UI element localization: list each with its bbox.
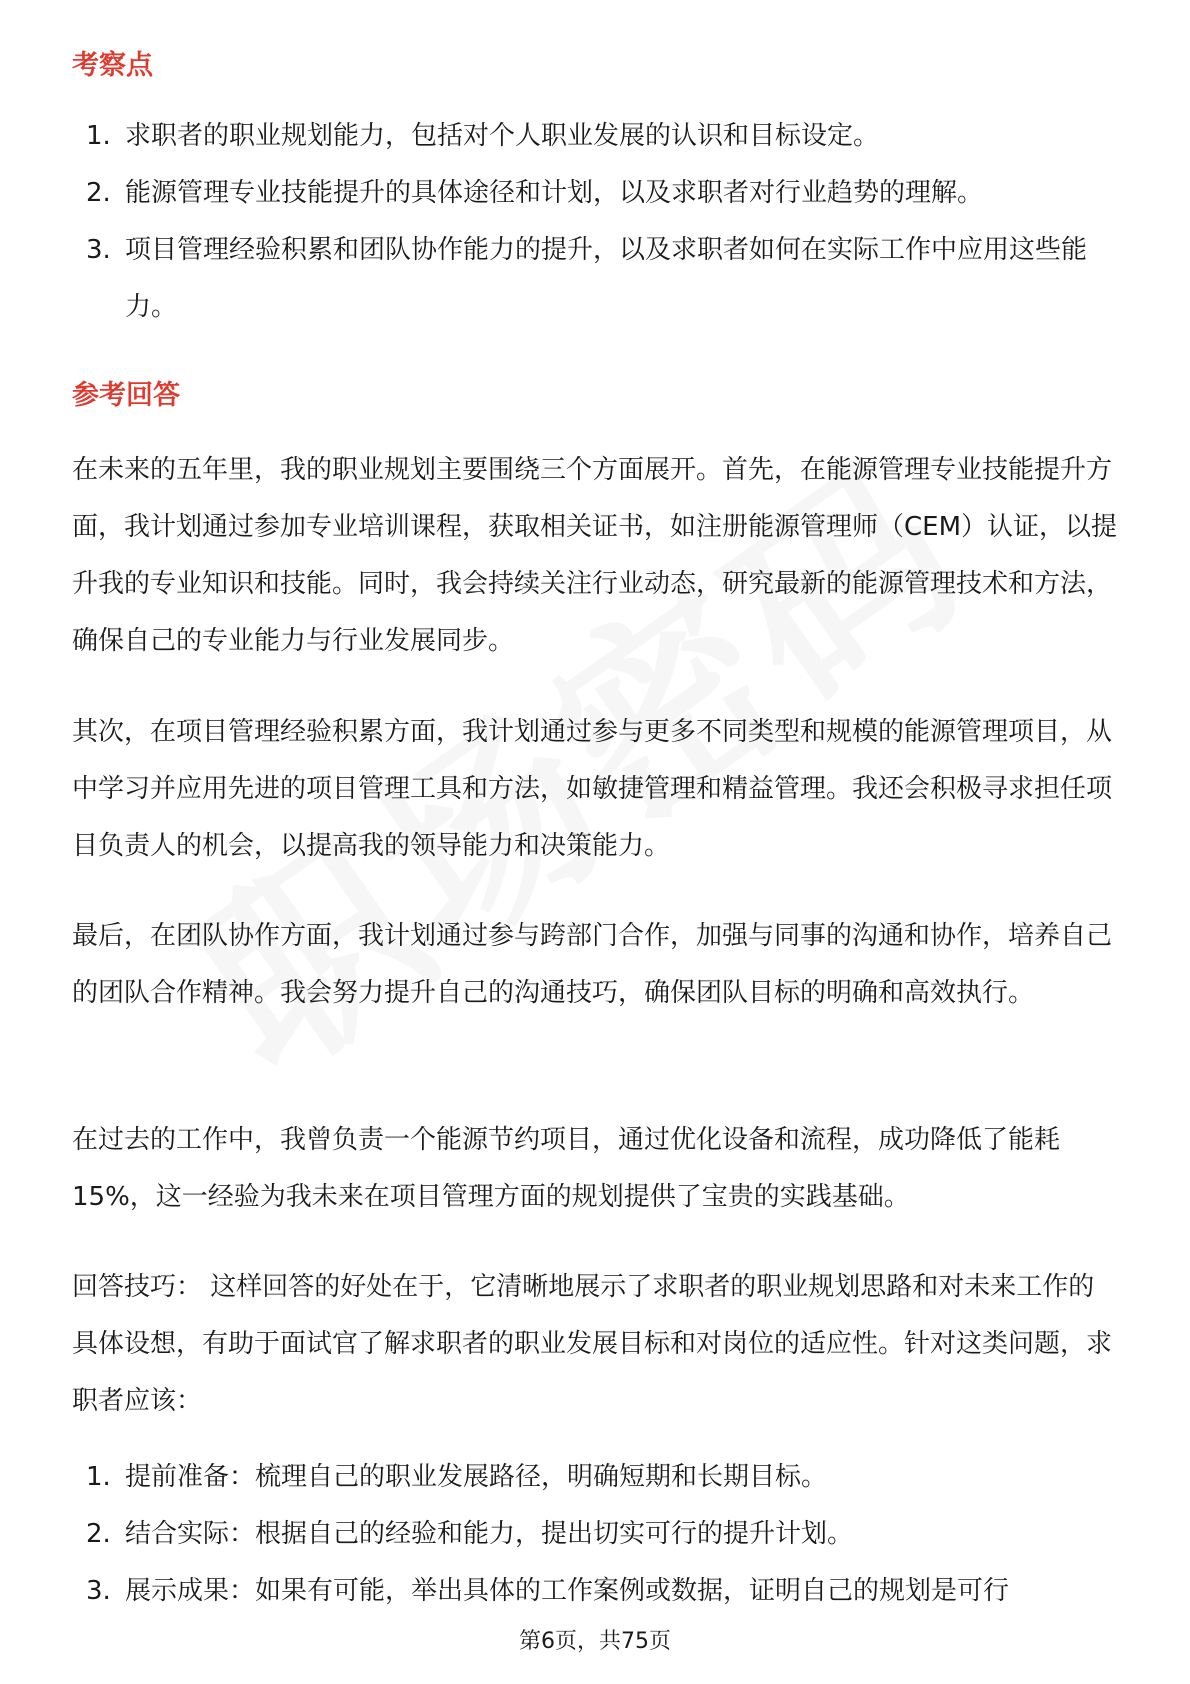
list-item-text: 能源管理专业技能提升的具体途径和计划，以及求职者对行业趋势的理解。 [125, 178, 984, 208]
assessment-points-list [72, 108, 1118, 336]
list-number: 3. [86, 235, 111, 265]
list-number: 2. [86, 178, 111, 208]
list-item [72, 108, 1118, 165]
list-number: 1. [86, 1462, 111, 1492]
list-item [72, 1449, 1118, 1506]
section-title-kaochadian: 考察点 [72, 50, 153, 81]
list-item-text: 提前准备：梳理自己的职业发展路径，明确短期和长期目标。 [125, 1462, 828, 1492]
tips-list [72, 1449, 1118, 1620]
answer-paragraph-2: 其次，在项目管理经验积累方面，我计划通过参与更多不同类型和规模的能源管理项目，从中学习并应用先进的项目管理工具和方法，如敏捷管理和精益管理。我还会积极寻求担任项目负责人的机会，以提高我的领导能力和决策能力。 [72, 717, 1113, 861]
answer-paragraph-1: 在未来的五年里，我的职业规划主要围绕三个方面展开。首先，在能源管理专业技能提升方面，我计划通过参加专业培训课程，获取相关证书，如注册能源管理师（CEM）认证，以提升我的专业知识和技能。同时，我会持续关注行业动态，研究最新的能源管理技术和方法，确保自己的专业能力与行业发展同步。 [72, 455, 1118, 656]
list-item-text: 项目管理经验积累和团队协作能力的提升，以及求职者如何在实际工作中应用这些能力。 [125, 235, 1088, 322]
list-item [72, 165, 1118, 222]
answer-paragraph-3: 最后，在团队协作方面，我计划通过参与跨部门合作，加强与同事的沟通和协作，培养自己的团队合作精神。我会努力提升自己的沟通技巧，确保团队目标的明确和高效执行。 [72, 921, 1113, 1008]
answer-paragraph-4: 在过去的工作中，我曾负责一个能源节约项目，通过优化设备和流程，成功降低了能耗15%，这一经验为我未来在项目管理方面的规划提供了宝贵的实践基础。 [72, 1125, 1061, 1212]
list-item-text: 求职者的职业规划能力，包括对个人职业发展的认识和目标设定。 [125, 121, 880, 151]
list-item [72, 1563, 1118, 1620]
list-item [72, 1506, 1118, 1563]
section-title-reference-answer: 参考回答 [72, 380, 180, 411]
answer-tips-intro: 回答技巧： 这样回答的好处在于，它清晰地展示了求职者的职业规划思路和对未来工作的具体设想，有助于面试官了解求职者的职业发展目标和对岗位的适应性。针对这类问题，求职者应该： [72, 1272, 1113, 1416]
list-number: 3. [86, 1576, 111, 1606]
list-item-text: 结合实际：根据自己的经验和能力，提出切实可行的提升计划。 [125, 1519, 854, 1549]
list-item [72, 222, 1118, 336]
page-number-footer: 第6页，共75页 [519, 1629, 671, 1654]
list-number: 1. [86, 121, 111, 151]
list-number: 2. [86, 1519, 111, 1549]
list-item-text: 展示成果：如果有可能，举出具体的工作案例或数据，证明自己的规划是可行 [125, 1576, 1010, 1606]
